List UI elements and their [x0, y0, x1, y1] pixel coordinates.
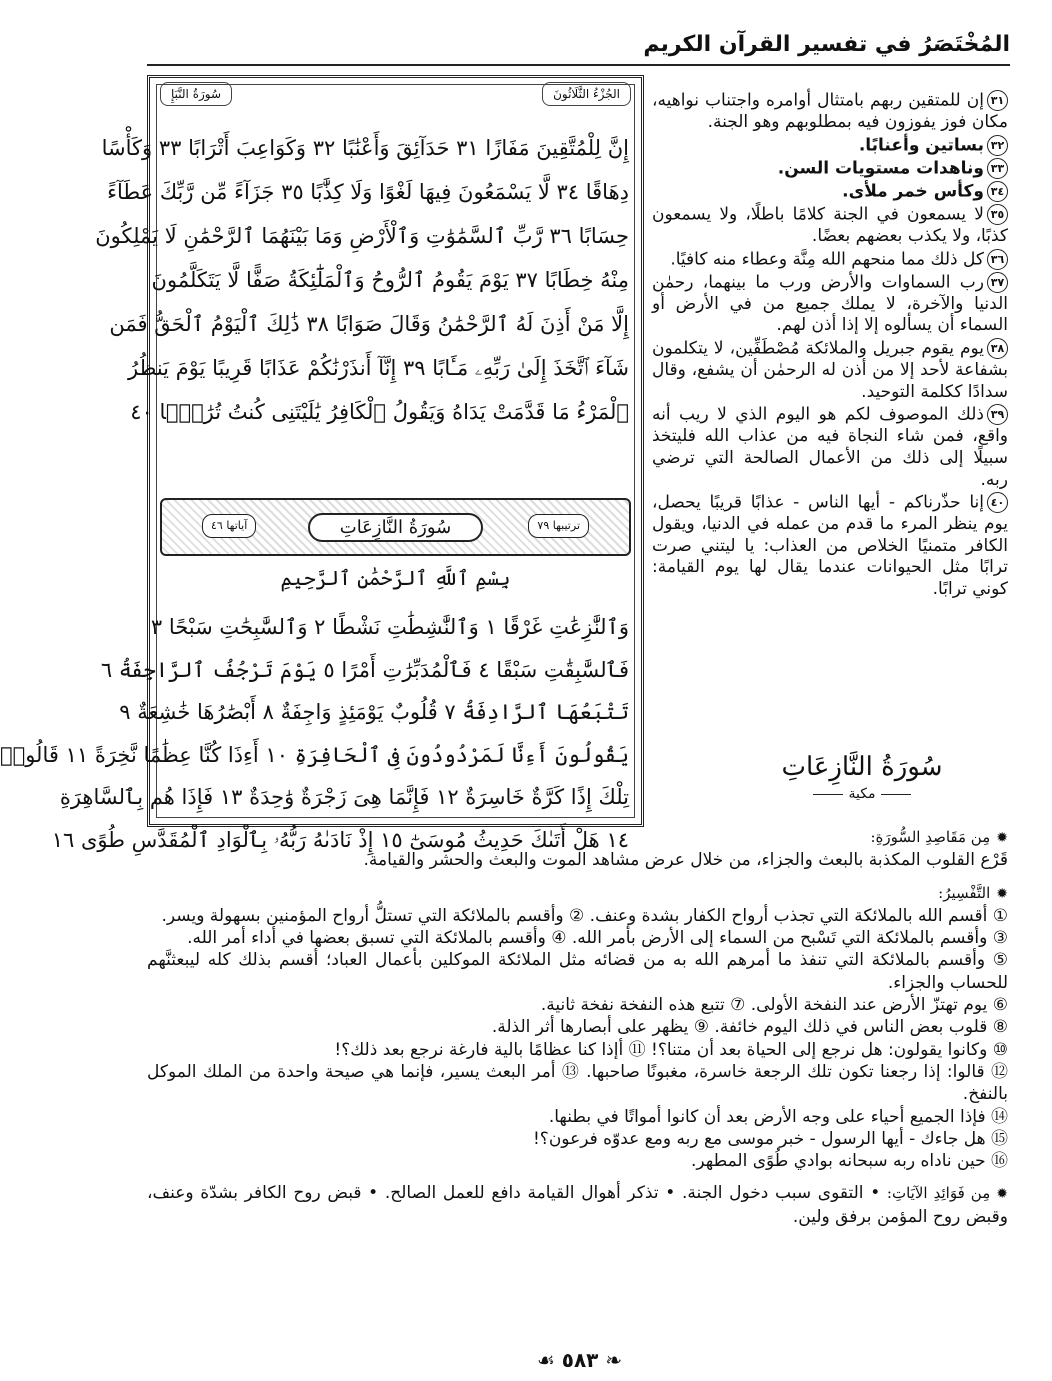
juz-label: الجُزْءُ الثَّلَاثُونَ: [542, 82, 631, 106]
ornament-icon: ☙: [536, 1348, 562, 1372]
maqasid-heading: مِن مَقَاصِدِ السُّورَةِ:: [870, 828, 991, 846]
surah-type: مكية: [752, 786, 972, 802]
quran-verses-bottom: [0, 606, 629, 861]
verse-number: ٣٨: [987, 338, 1008, 359]
tafsir-entry: [652, 249, 1008, 271]
verse-line: ١٤ هَلْ أَتَىٰكَ حَدِيثُ مُوسَىٰٓ ١٥ إِذْ نَادَىٰهُ رَبُّهُۥ بِٱلْوَادِ ٱلْمُقَدَّسِ طُوًى ١٦: [51, 827, 629, 852]
basmala: بِسْمِ ٱللَّهِ ٱلرَّحْمَٰنِ ٱلرَّحِيمِ: [280, 566, 511, 590]
verse-line: ٱلْمَرْءُ مَا قَدَّمَتْ يَدَاهُ وَيَقُولُ ٱلْكَافِرُ يَٰلَيْتَنِى كُنتُ تُرَٰبًۢا ٤٠: [130, 400, 629, 424]
star-icon: ✹: [996, 1186, 1008, 1203]
maqasid-text: قَرْع القلوب المكذبة بالبعث والجزاء، من خلال عرض مشاهد الموت والبعث والحشر والقيامة.: [363, 850, 1008, 871]
ornament-icon: ❧: [598, 1348, 623, 1372]
tafsir-text: رب السماوات والأرض ورب ما بينهما، رحمٰن الدنيا والآخرة، لا يملك جميع من في الأرض أو السماء أن يسألوه إلا إذا أذن لهم.: [652, 272, 1008, 336]
verse-line: حِسَابًا ٣٦ رَّبِّ ٱلسَّمَٰوَٰتِ وَٱلْأَرْضِ وَمَا بَيْنَهُمَا ٱلرَّحْمَٰنِ لَا يَمْلِكُونَ: [95, 224, 629, 248]
tafsir-entry: [652, 204, 1008, 248]
tafsir-line: ⑤ وأقسم بالملائكة التي تنفذ ما أمرهم الله به من قضائه مثل الملائكة الموكلين بأعمال العباد؛ أقسم بذلك كله ليبعثنَّهم للحساب والجزاء.: [147, 950, 1008, 993]
surah-banner-name: سُورَةُ النَّازِعَاتِ: [308, 513, 484, 542]
surah-ayat-badge: آياتها ٤٦: [202, 514, 256, 538]
verse-number: ٣٦: [987, 249, 1008, 270]
tafsir-text: يوم يقوم جبريل والملائكة مُصْطَفِّين، لا يتكلمون بشفاعة لأحد إلا من أذن له الرحمٰن أن يشفع، وقال سدادًا ككلمة التوحيد.: [652, 338, 1008, 402]
verse-line: مِنْهُ خِطَابًا ٣٧ يَوْمَ يَقُومُ ٱلرُّوحُ وَٱلْمَلَٰٓئِكَةُ صَفًّا لَّا يَتَكَلَّمُونَ: [151, 268, 629, 292]
tafsir-line: ⑯ حين ناداه ربه سبحانه بوادي طُوًى المطهر.: [691, 1151, 1008, 1172]
tafsir-text: لا يسمعون في الجنة كلامًا باطلًا، ولا يسمعون كذبًا، ولا يكذب بعضهم بعضًا.: [652, 204, 1008, 247]
surah-title: سُورَةُ النَّازِعَاتِ: [781, 752, 943, 782]
verse-line: تِلْكَ إِذًا كَرَّةٌ خَاسِرَةٌ ١٢ فَإِنَّمَا هِىَ زَجْرَةٌ وَٰحِدَةٌ ١٣ فَإِذَا هُم بِٱلسَّاهِرَةِ: [59, 785, 629, 809]
frame-header: [160, 82, 631, 106]
verse-number: ٣٤: [987, 181, 1008, 202]
verse-line: فَٱلسَّٰبِقَٰتِ سَبْقًا ٤ فَٱلْمُدَبِّرَٰتِ أَمْرًا ٥ يَوْمَ تَرْجُفُ ٱلرَّاجِفَةُ ٦: [100, 657, 629, 682]
tafsir-text: كل ذلك مما منحهم الله مِنَّة وعطاء منه كافيًا.: [670, 249, 984, 270]
tafsir-text: ذلك الموصوف لكم هو اليوم الذي لا ريب أنه واقع، فمن شاء النجاة فيه من عذاب الله فليتخذ سبيلًا إلى ذلك من الأعمال الصالحة التي ترضي ربه.: [652, 404, 1008, 490]
fawaid-text: • التقوى سبب دخول الجنة. • تذكر أهوال القيامة دافع للعمل الصالح. • قبض روح الكافر بشدّة وعنف، وقبض روح المؤمن برفق ولين.: [147, 1183, 1008, 1227]
tafsir-right-column: [652, 90, 1008, 602]
verse-number: ٣٧: [987, 272, 1008, 293]
verse-line: يَقُولُونَ أَءِنَّا لَمَرْدُودُونَ فِى ٱلْحَافِرَةِ ١٠ أَءِذَا كُنَّا عِظَٰمًا نَّخِرَةً ١١ قَالُوا۟: [0, 742, 629, 767]
tafsir-entry: [652, 90, 1008, 134]
surah-order-badge: ترتيبها ٧٩: [528, 514, 589, 538]
tafsir-text: إنا حذّرناكم - أيها الناس - عذابًا قريبًا يحصل، يوم ينظر المرء ما قدم من عمله في الدنيا، ويقول الكافر متمنيًا الخلاص من العذاب: يا ليتني صرت ترابًا مثل الحيوانات عندما يقال لها يوم القيامة: كوني ترابًا.: [652, 492, 1008, 600]
verse-line: شَآءَ ٱتَّخَذَ إِلَىٰ رَبِّهِۦ مَـَٔابًا ٣٩ إِنَّآ أَنذَرْنَٰكُمْ عَذَابًا قَرِيبًا يَوْمَ يَنظُرُ: [128, 356, 629, 380]
tafsir-line: ⑮ هل جاءك - أيها الرسول - خبر موسى مع ربه ومع عدوّه فرعون؟!: [532, 1128, 1008, 1149]
tafsir-text: وناهدات مستويات السن.: [777, 158, 984, 179]
star-icon: ✹: [996, 830, 1008, 846]
verse-line: وَٱلنَّٰزِعَٰتِ غَرْقًا ١ وَٱلنَّٰشِطَٰتِ نَشْطًا ٢ وَٱلسَّٰبِحَٰتِ سَبْحًا ٣: [150, 615, 629, 639]
surah-title-block: [752, 752, 972, 802]
tafsir-entry: [652, 181, 1008, 203]
star-icon: ✹: [996, 885, 1008, 902]
fawaid-heading: مِن فَوَائِدِ الآيَاتِ:: [886, 1184, 991, 1203]
tafsir-line: ⑧ قلوب بعض الناس في ذلك اليوم خائفة. ⑨ يظهر على أبصارها أثر الذلة.: [491, 1017, 1008, 1038]
tafsir-text: بساتين وأعنابًا.: [858, 135, 984, 156]
page-number: [107, 1348, 1052, 1372]
surah-banner: [160, 498, 631, 556]
book-title: المُخْتَصَرُ في تفسير القرآن الكريم: [643, 32, 1010, 57]
tafsir-line: ⑩ وكانوا يقولون: هل نرجع إلى الحياة بعد أن متنا؟! ⑪ أإذا كنا عظامًا بالية فارغة نرجع بعد ذلك؟!: [334, 1039, 1008, 1060]
tafsir-heading: التَّفْسِيرُ:: [938, 883, 991, 902]
tafsir-line: ⑫ قالوا: إذا رجعنا تكون تلك الرجعة خاسرة، مغبونًا صاحبها. ⑬ أمر البعث يسير، فإنما هي صيحة واحدة من الملك الموكل بالنفخ.: [147, 1061, 1008, 1105]
tafsir-entry: [652, 492, 1008, 600]
tafsir-entry: [652, 338, 1008, 403]
surah-label: سُورَةُ النَّبَإِ: [160, 82, 232, 106]
tafsir-line: ① أقسم الله بالملائكة التي تجذب أرواح الكفار بشدة وعنف. ② وأقسم بالملائكة التي تستلُّ أرواح المؤمنين بسهولة ويسر.: [161, 905, 1008, 926]
tafsir-entry: [652, 272, 1008, 337]
tafsir-line: ⑥ يوم تهتزّ الأرض عند النفخة الأولى. ⑦ تتبع هذه النفخة نفخة ثانية.: [540, 995, 1008, 1016]
verse-line: إِنَّ لِلْمُتَّقِينَ مَفَازًا ٣١ حَدَآئِقَ وَأَعْنَٰبًا ٣٢ وَكَوَاعِبَ أَتْرَابًا ٣٣ وَكَأْسًا: [101, 136, 629, 160]
verse-number: ٣٥: [987, 204, 1008, 225]
verse-number: ٣٢: [987, 135, 1008, 156]
tafsir-text: إن للمتقين ربهم بامتثال أوامره واجتناب نواهيه، مكان فوز يفوزون فيه بمطلوبهم وهو الجنة.: [652, 90, 1008, 133]
tafsir-line: ③ وأقسم بالملائكة التي تَسْبح من السماء إلى الأرض بأمر الله. ④ وأقسم بالملائكة التي تسبق بعضها في أداء أمر الله.: [187, 928, 1008, 949]
quran-verses-top: [95, 126, 629, 434]
tafsir-text: وكأس خمر ملأى.: [842, 181, 984, 202]
verse-line: تَتْبَعُهَا ٱلرَّادِفَةُ ٧ قُلُوبٌ يَوْمَئِذٍ وَاجِفَةٌ ٨ أَبْصَٰرُهَا خَٰشِعَةٌ ٩: [119, 700, 629, 724]
verse-line: دِهَاقًا ٣٤ لَّا يَسْمَعُونَ فِيهَا لَغْوًا وَلَا كِذَّٰبًا ٣٥ جَزَآءً مِّن رَّبِّكَ عَطَآءً: [107, 180, 629, 204]
page-header: [147, 30, 1010, 66]
page-number-text: ٥٨٣: [561, 1348, 599, 1372]
verse-number: ٤٠: [987, 492, 1008, 513]
tafsir-entry: [652, 158, 1008, 180]
verse-line: إِلَّا مَنْ أَذِنَ لَهُ ٱلرَّحْمَٰنُ وَقَالَ صَوَابًا ٣٨ ذَٰلِكَ ٱلْيَوْمُ ٱلْحَقُّ فَمَن: [109, 312, 629, 336]
tafsir-entry: [652, 135, 1008, 157]
verse-number: ٣١: [987, 90, 1008, 111]
verse-number: ٣٣: [987, 158, 1008, 179]
tafsir-entry: [652, 404, 1008, 491]
quran-frame: [0, 75, 644, 852]
tafsir-bottom-section: [147, 826, 1008, 1228]
tafsir-line: ⑭ فإذا الجميع أحياء على وجه الأرض بعد أن كانوا أمواتًا في بطنها.: [548, 1106, 1008, 1127]
verse-number: ٣٩: [987, 404, 1008, 425]
